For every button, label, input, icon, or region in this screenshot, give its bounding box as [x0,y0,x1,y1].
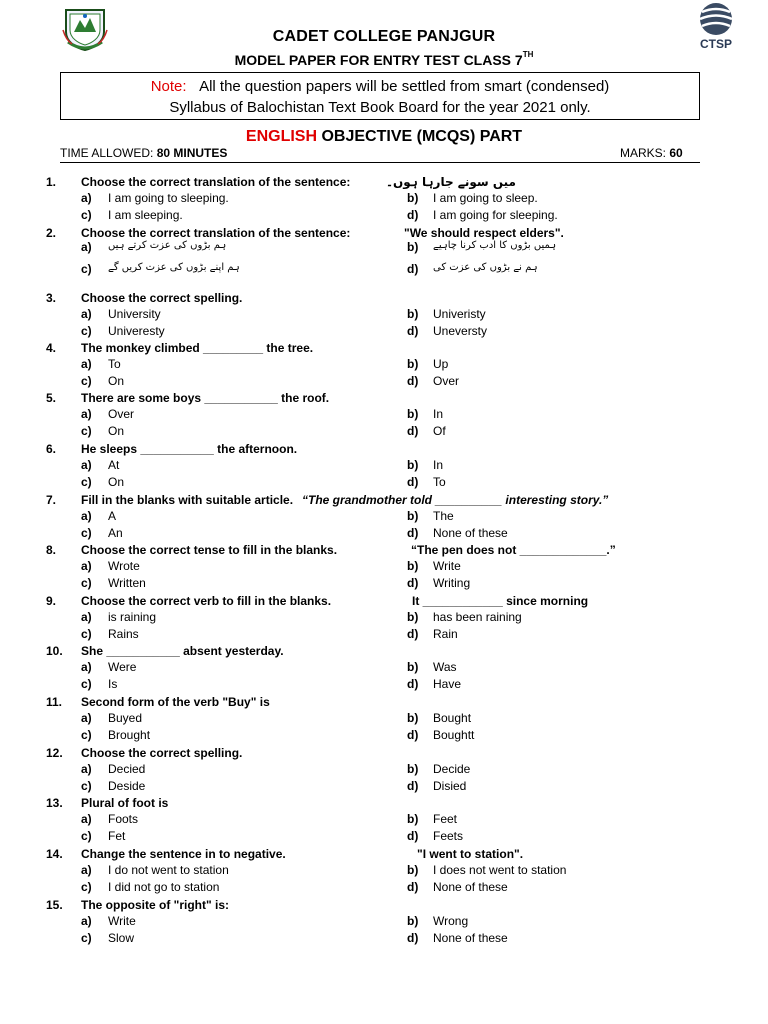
marks-value: 60 [666,146,683,160]
option-text: Write [108,914,136,928]
option-text: Were [108,660,137,674]
question-number: 6. [46,442,57,456]
question-text: Choose the correct translation of the sentence: [81,175,351,189]
option-letter: c) [81,677,92,691]
option-letter: b) [407,357,419,371]
option-row [0,711,768,727]
option-letter: c) [81,627,92,641]
option-row [0,407,768,423]
option-row [0,424,768,440]
option-text: None of these [433,526,508,540]
question-number: 13. [46,796,63,810]
option-row [0,728,768,744]
option-text: Decide [433,762,471,776]
question-text: She ___________ absent yesterday. [81,644,284,658]
question-row [0,341,768,357]
option-text: Deside [108,779,146,793]
question-prompt: "We should respect elders". [404,226,564,240]
question-prompt: It ____________ since morning [412,594,589,608]
question-text: Change the sentence in to negative. [81,847,286,861]
option-letter: b) [407,559,419,573]
note-box [60,72,700,120]
paper-title-text: MODEL PAPER FOR ENTRY TEST CLASS 7 [234,52,523,68]
option-row [0,762,768,778]
option-text: On [108,424,125,438]
question-number: 15. [46,898,63,912]
option-text: Decied [108,762,146,776]
question-text: Choose the correct translation of the sentence: [81,226,351,240]
option-letter: a) [81,762,92,776]
question-number: 9. [46,594,57,608]
option-letter: b) [407,458,419,472]
question-row [0,175,768,191]
question-number: 10. [46,644,63,658]
question-text: Choose the correct spelling. [81,291,243,305]
option-letter: b) [407,863,419,877]
option-text: ہم نے بڑوں کی عزت کی [433,262,538,273]
option-text: I am sleeping. [108,208,183,222]
header-divider [60,162,700,163]
option-letter: c) [81,829,92,843]
option-text: I do not went to station [108,863,229,877]
option-text: I am going to sleep. [433,191,538,205]
option-row [0,931,768,947]
option-letter: a) [81,610,92,624]
option-text: Slow [108,931,135,945]
option-text: Brought [108,728,151,742]
option-row [0,677,768,693]
paper-title-suffix: TH [522,50,534,59]
option-text: has been raining [433,610,522,624]
question-text: Fill in the blanks with suitable article. [81,493,294,507]
option-text: At [108,458,120,472]
option-text: I does not went to station [433,863,567,877]
option-text: In [433,407,444,421]
option-letter: d) [407,262,419,276]
option-text: I am going for sleeping. [433,208,558,222]
question-text: He sleeps ___________ the afternoon. [81,442,298,456]
note-line-2: Syllabus of Balochistan Text Book Board for the year 2021 only. [169,99,591,116]
option-text: An [108,526,123,540]
option-letter: d) [407,728,419,742]
option-text: Bought [433,711,472,725]
option-letter: b) [407,762,419,776]
option-letter: a) [81,357,92,371]
question-text: Second form of the verb "Buy" is [81,695,270,709]
option-row [0,208,768,224]
option-letter: a) [81,407,92,421]
option-letter: a) [81,509,92,523]
option-letter: d) [407,526,419,540]
time-label: TIME ALLOWED: [60,146,154,160]
option-letter: d) [407,324,419,338]
option-letter: c) [81,880,92,894]
marks [620,146,683,160]
option-text: On [108,475,125,489]
option-letter: b) [407,240,419,254]
option-row [0,610,768,626]
question-number: 11. [46,695,63,709]
school-title: CADET COLLEGE PANJGUR [272,28,496,45]
question-text: Choose the correct spelling. [81,746,243,760]
question-prompt: میں سونے جارہا ہوں۔ [386,175,516,189]
option-row [0,779,768,795]
option-text: I did not go to station [108,880,220,894]
option-text: Of [433,424,446,438]
option-text: Over [433,374,460,388]
question-row [0,594,768,610]
option-text: Rain [433,627,458,641]
option-letter: a) [81,914,92,928]
option-text: Up [433,357,449,371]
question-number: 2. [46,226,57,240]
option-text: ہم اپنے بڑوں کی عزت کریں گے [108,262,240,273]
option-text: Is [108,677,118,691]
option-text: ہم بڑوں کی عزت کرتے ہیں [108,240,227,251]
option-text: I am going to sleeping. [108,191,229,205]
option-row [0,660,768,676]
option-text: Wrong [433,914,469,928]
option-row [0,829,768,845]
option-letter: c) [81,424,92,438]
time-allowed [60,146,227,160]
option-letter: c) [81,526,92,540]
option-letter: b) [407,610,419,624]
option-letter: c) [81,576,92,590]
option-letter: a) [81,711,92,725]
note-label: Note: [150,78,187,95]
option-text: On [108,374,125,388]
question-prompt: “The grandmother told __________ interesting story.” [302,493,609,507]
option-text: Buyed [108,711,143,725]
option-text: Writing [433,576,471,590]
option-row [0,559,768,575]
question-row [0,391,768,407]
option-row [0,262,768,278]
question-prompt: "I went to station". [417,847,524,861]
option-text: The [433,509,454,523]
option-letter: c) [81,324,92,338]
option-letter: c) [81,262,92,276]
question-number: 1. [46,175,57,189]
option-letter: c) [81,374,92,388]
option-text: Feet [433,812,458,826]
option-row [0,324,768,340]
option-text: Uneversty [433,324,488,338]
option-letter: d) [407,576,419,590]
question-text: Choose the correct verb to fill in the blanks. [81,594,332,608]
option-row [0,191,768,207]
option-letter: d) [407,931,419,945]
option-row [0,458,768,474]
option-letter: b) [407,407,419,421]
option-letter: d) [407,829,419,843]
question-row [0,291,768,307]
option-row [0,509,768,525]
question-number: 14. [46,847,63,861]
option-row [0,914,768,930]
option-letter: a) [81,240,92,254]
option-letter: a) [81,559,92,573]
question-text: There are some boys ___________ the roof. [81,391,330,405]
option-letter: b) [407,307,419,321]
option-letter: c) [81,931,92,945]
ctsp-label: CTSP [699,37,732,51]
option-letter: d) [407,880,419,894]
option-letter: d) [407,677,419,691]
question-number: 7. [46,493,57,507]
question-text: The opposite of "right" is: [81,898,230,912]
option-text: Univeristy [433,307,486,321]
question-text: The monkey climbed _________ the tree. [81,341,314,355]
option-letter: d) [407,208,419,222]
option-text: ہمیں بڑوں کا ادب کرنا چاہیے [433,240,557,251]
question-row [0,543,768,559]
option-row [0,880,768,896]
option-text: Univeresty [108,324,165,338]
option-letter: c) [81,208,92,222]
option-text: Boughtt [433,728,475,742]
option-text: Was [433,660,457,674]
subject-english: ENGLISH [245,128,318,145]
question-text: Choose the correct tense to fill in the blanks. [81,543,338,557]
option-letter: c) [81,728,92,742]
option-letter: d) [407,779,419,793]
option-letter: c) [81,475,92,489]
option-text: A [108,509,117,523]
question-number: 8. [46,543,57,557]
option-letter: a) [81,458,92,472]
option-letter: b) [407,914,419,928]
question-prompt: “The pen does not _____________.” [411,543,616,557]
option-row [0,863,768,879]
option-letter: b) [407,191,419,205]
option-text: Rains [108,627,139,641]
option-letter: a) [81,863,92,877]
option-letter: d) [407,374,419,388]
option-letter: c) [81,779,92,793]
option-text: University [108,307,161,321]
option-letter: d) [407,475,419,489]
question-row [0,796,768,812]
question-text: Plural of foot is [81,796,169,810]
note-text-1: All the question papers will be settled from smart (condensed) [199,78,610,95]
option-row [0,526,768,542]
option-row [0,357,768,373]
question-number: 3. [46,291,57,305]
question-row [0,442,768,458]
subject-rest: OBJECTIVE (MCQS) PART [317,128,523,145]
option-row [0,627,768,643]
option-text: In [433,458,444,472]
marks-label: MARKS: [620,146,667,160]
question-row [0,644,768,660]
question-number: 4. [46,341,57,355]
option-letter: d) [407,424,419,438]
option-text: Wrote [108,559,140,573]
option-text: Foots [108,812,139,826]
option-text: Fet [108,829,126,843]
question-row [0,746,768,762]
option-row [0,240,768,256]
option-row [0,812,768,828]
option-text: Feets [433,829,464,843]
option-row [0,374,768,390]
option-row [0,576,768,592]
option-text: Written [108,576,146,590]
note-line-1 [61,76,699,97]
option-text: None of these [433,880,508,894]
option-letter: a) [81,660,92,674]
question-row [0,898,768,914]
time-value: 80 MINUTES [153,146,228,160]
option-letter: a) [81,307,92,321]
option-letter: b) [407,509,419,523]
subject-title [0,128,768,146]
option-letter: d) [407,627,419,641]
option-row [0,475,768,491]
option-row [0,307,768,323]
question-row [0,847,768,863]
option-text: None of these [433,931,508,945]
option-letter: b) [407,660,419,674]
question-row [0,493,768,509]
option-text: To [108,357,121,371]
option-text: Over [108,407,135,421]
option-letter: a) [81,191,92,205]
option-letter: b) [407,812,419,826]
question-row [0,695,768,711]
option-text: Disied [433,779,467,793]
option-text: To [433,475,446,489]
option-text: Write [433,559,461,573]
option-text: is raining [108,610,157,624]
paper-title [0,52,768,68]
option-letter: a) [81,812,92,826]
question-number: 12. [46,746,63,760]
option-text: Have [433,677,462,691]
option-letter: b) [407,711,419,725]
question-number: 5. [46,391,57,405]
